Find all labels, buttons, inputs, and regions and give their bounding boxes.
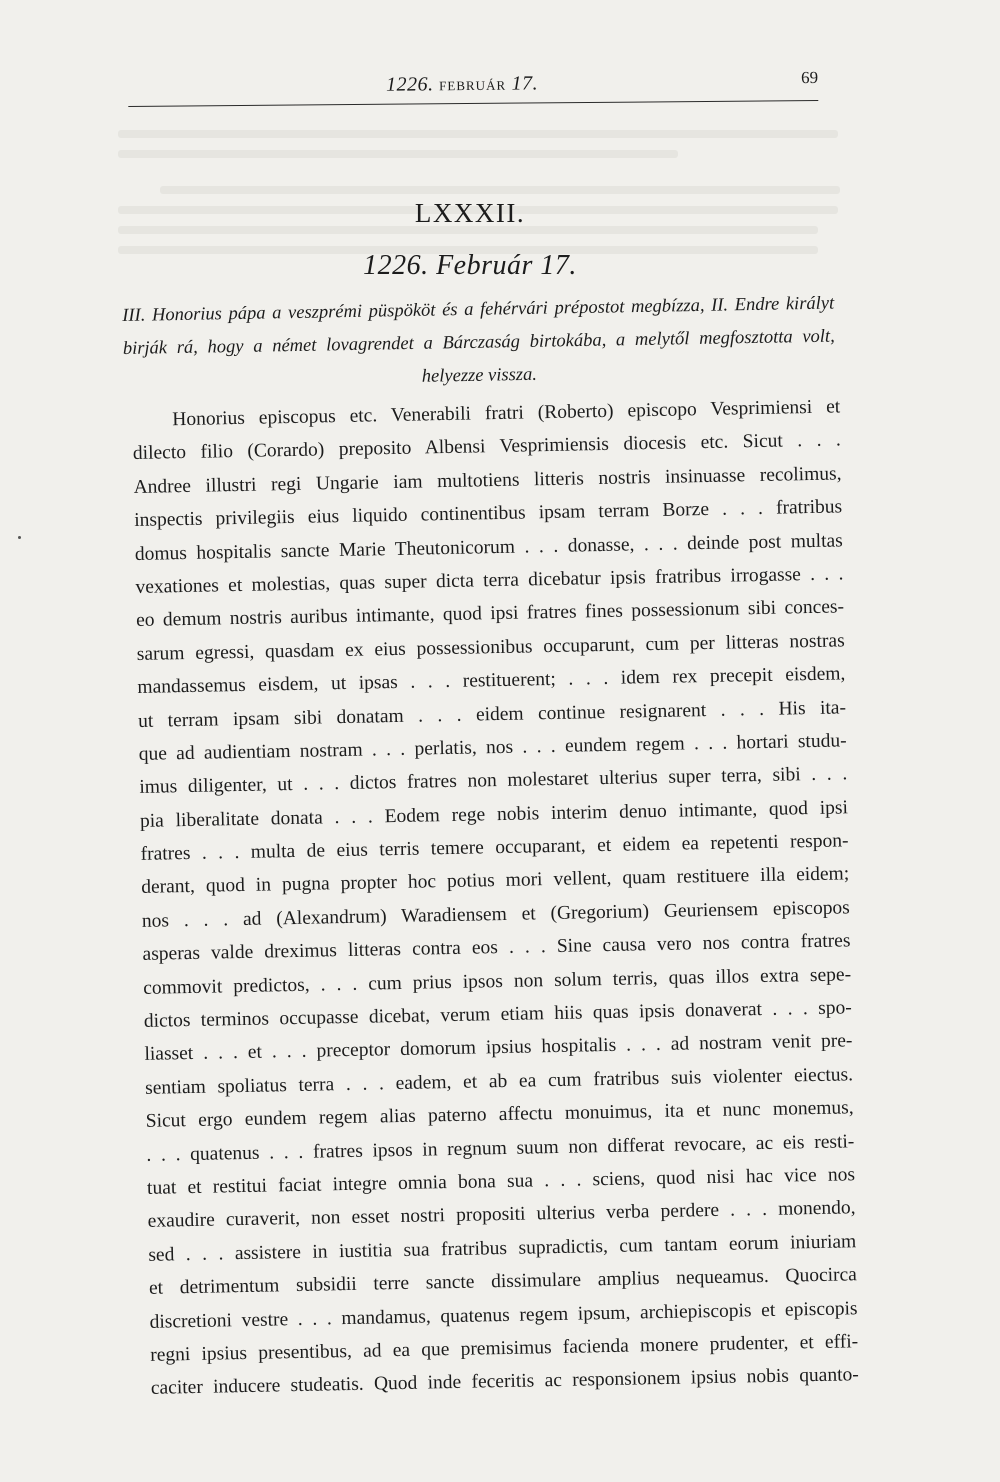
document-date: 1226. Február 17.: [363, 250, 577, 281]
bleed-through-mark: [160, 186, 840, 194]
body-text-line: fratres . . . multa de eius terris temere occuparant, et eidem ea repetenti respon-: [140, 830, 849, 865]
body-text-line: Sicut ergo eundem regem alias paterno affectu monuimus, ita et nunc monemus,: [145, 1097, 854, 1133]
running-head: [128, 66, 818, 107]
body-text-line: sed . . . assistere in iustitia sua fratribus supradictis, cum tantam eorum iniuriam: [148, 1231, 857, 1266]
document-body-text: [132, 390, 859, 1405]
body-text-line: exaudire curaverit, non esset nostri propositi ulterius verba perdere . . . monendo,: [147, 1197, 856, 1233]
bleed-through-mark: [118, 150, 678, 158]
running-head-month: FEBRUÁR: [439, 77, 507, 94]
body-text-line: asperas valde dreximus litteras contra eos . . . Sine causa vero nos contra fratres: [142, 930, 851, 966]
document-regest: III. Honorius pápa a veszprémi püspököt és a fehérvári prépostot megbízza, II. Endre királyt birják rá, hogy a német lovagrendet a Bárczaság birtokába, a melytől megfosztotta volt, helyezze vissza.: [122, 293, 835, 387]
body-text-line: Andree illustri regi Ungarie iam multotiens litteris nostris insinuasse recolimus,: [133, 463, 842, 498]
body-text-line: et detrimentum subsidii terre sancte dissimulare amplius nequeamus. Quocirca: [148, 1264, 858, 1299]
running-head-day: 17.: [511, 72, 539, 95]
body-text-line: pia liberalitate donata . . . Eodem rege nobis interim denuo intimante, quod ipsi: [139, 797, 849, 832]
running-head-year: 1226.: [386, 73, 434, 96]
body-text-line: caciter inducere studeatis. Quod inde feceritis ac responsionem ipsius nobis quanto-: [150, 1364, 859, 1400]
body-text-line: dilecto filio (Corardo) preposito Albensi Vesprimiensis diocesis etc. Sicut . . .: [132, 429, 842, 465]
body-text-line: regni ipsius presentibus, ad ea que premisimus facienda monere prudenter, et effi-: [150, 1331, 859, 1366]
body-text-line: liasset . . . et . . . preceptor domorum ipsius hospitalis . . . ad nostram venit pre-: [144, 1030, 853, 1066]
body-text-line: dictos terminos occupasse dicebat, verum etiam hiis quas ipsis donaverat . . . spo-: [143, 997, 852, 1032]
body-text-line: . . . quatenus . . . fratres ipsos in regnum suum non differat revocare, ac eis resti-: [146, 1130, 855, 1166]
body-text-line: nos . . . ad (Alexandrum) Waradiensem et (Gregorium) Geuriensem episcopos: [141, 897, 851, 932]
body-text-line: discretioni vestre . . . mandamus, quatenus regem ipsum, archiepiscopis et episcopis: [149, 1297, 858, 1333]
body-text-line: que ad audientiam nostram . . . perlatis, nos . . . eundem regem . . . hortari studu-: [138, 730, 847, 765]
body-text-line: commovit predictos, . . . cum prius ipsos non solum terris, quas illos extra sepe-: [143, 963, 852, 999]
body-text-line: domus hospitalis sancte Marie Theutonicorum . . . donasse, . . . deinde post multas: [134, 529, 843, 565]
body-text-line: Honorius episcopus etc. Venerabili fratri (Roberto) episcopo Vesprimiensi et: [172, 396, 841, 431]
running-head-date: [386, 72, 538, 96]
body-text-line: eo demum nostris auribus intimante, quod ipsi fratres fines possessionum sibi conces-: [135, 596, 845, 632]
paper-speck: [18, 536, 21, 539]
body-text-line: vexationes et molestias, quas super dicta terra dicebatur ipsis fratribus irrogasse . . .: [135, 563, 844, 598]
bleed-through-mark: [118, 130, 838, 138]
body-text-line: mandassemus eisdem, ut ipsas . . . restituerent; . . . idem rex precepit eisdem,: [137, 663, 846, 699]
body-text-line: inspectis privilegiis eius liquido continentibus ipsam terram Borze . . . fratribus: [134, 496, 843, 532]
document-number: LXXXII.: [414, 198, 526, 228]
body-text-line: sarum egressi, quasdam ex eius possessionibus occuparunt, cum per litteras nostras: [136, 630, 845, 665]
body-text-line: ut terram ipsam sibi donatam . . . eidem continue resignarent . . . His ita-: [137, 696, 847, 732]
body-text-line: derant, quod in pugna propter hoc potius mori vellent, quam restituere illa eidem;: [141, 863, 850, 899]
body-text-line: sentiam spoliatus terra . . . eadem, et ab ea cum fratribus suis violenter eiectus.: [144, 1064, 854, 1099]
body-text-line: imus diligenter, ut . . . dictos fratres non molestaret ulterius super terra, sibi . . .: [139, 763, 848, 799]
body-text-line: tuat et restitui faciat integre omnia bona sua . . . sciens, quod nisi hac vice nos: [146, 1164, 856, 1199]
page-number: 69: [800, 67, 819, 88]
